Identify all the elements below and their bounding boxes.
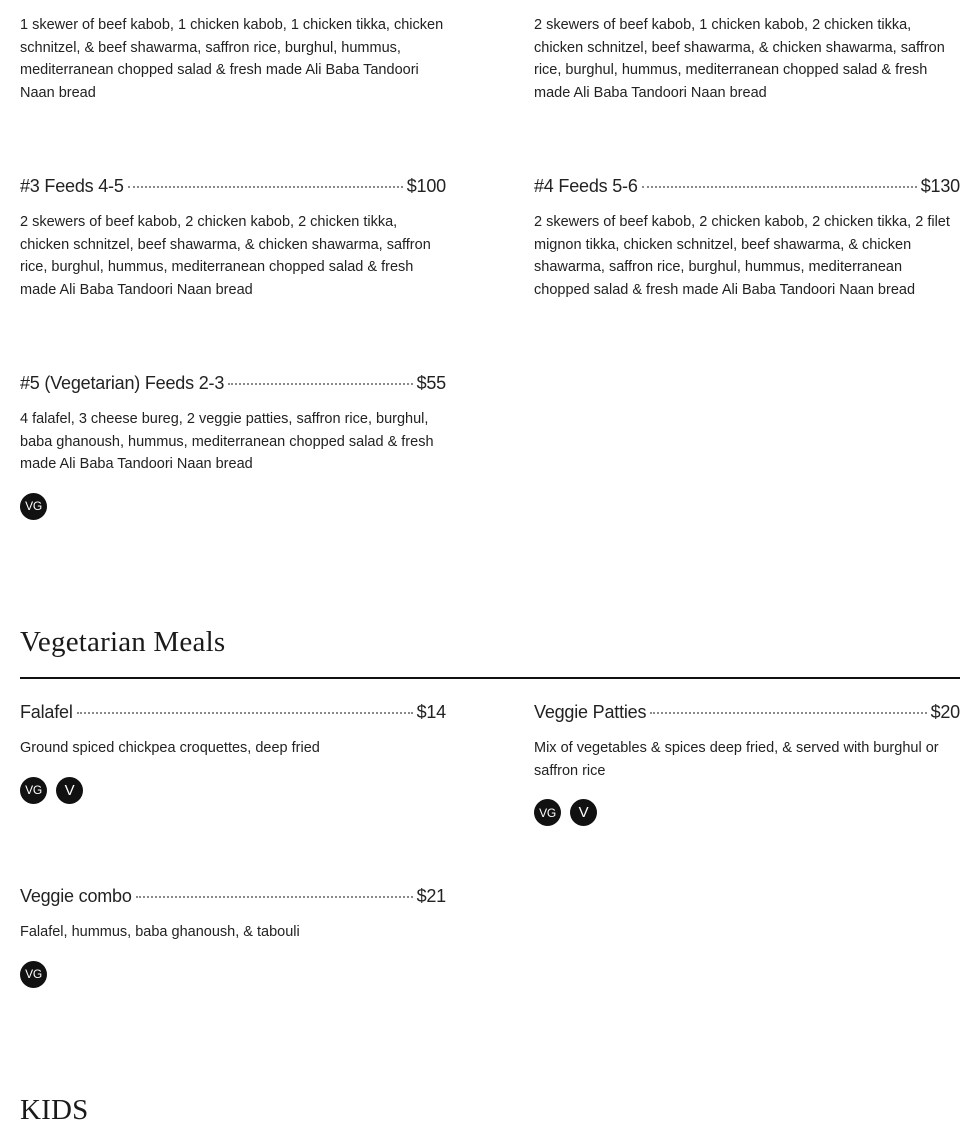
item-header bbox=[534, 175, 960, 197]
item-description: 4 falafel, 3 cheese bureg, 2 veggie patties, saffron rice, burghul, baba ghanoush, hummus, mediterranean chopped salad & fresh made Ali Baba Tandoori Naan bread bbox=[20, 411, 434, 472]
item-description: 2 skewers of beef kabob, 2 chicken kabob, 2 chicken tikka, 2 filet mignon tikka, chicken schnitzel, beef shawarma, & chicken shawarma, saffron rice, burghul, hummus, mediterranean chopped salad & fresh made Ali Baba Tandoori Naan bread bbox=[534, 214, 950, 298]
menu-item bbox=[534, 14, 960, 104]
menu-item bbox=[20, 175, 446, 301]
item-header bbox=[20, 175, 446, 197]
item-price: $20 bbox=[930, 702, 960, 722]
item-header bbox=[20, 885, 446, 907]
item-name: #3 Feeds 4-5 bbox=[20, 176, 124, 196]
item-price: $130 bbox=[920, 176, 960, 196]
vegan-badge-icon: VG bbox=[20, 961, 47, 988]
menu-item bbox=[534, 701, 960, 826]
item-description: Mix of vegetables & spices deep fried, & served with burghul or saffron rice bbox=[534, 740, 939, 779]
item-header bbox=[534, 701, 960, 723]
item-description: 2 skewers of beef kabob, 2 chicken kabob, 2 chicken tikka, chicken schnitzel, beef shawarma, & chicken shawarma, saffron rice, burghul, hummus, mediterranean chopped salad & fresh made Ali Baba Tandoori Naan bread bbox=[20, 214, 431, 298]
vegan-badge-icon: VG bbox=[534, 799, 561, 826]
section-title: Vegetarian Meals bbox=[20, 626, 226, 658]
item-price: $14 bbox=[416, 702, 446, 722]
dot-leader bbox=[128, 186, 403, 188]
item-description: 2 skewers of beef kabob, 1 chicken kabob, 2 chicken tikka, chicken schnitzel, beef shawarma, & chicken shawarma, saffron rice, burghul, hummus, mediterranean chopped salad & fresh made Ali Baba Tandoori Naan bread bbox=[534, 17, 945, 101]
vegetarian-badge-icon: V bbox=[570, 799, 597, 826]
dot-leader bbox=[642, 186, 917, 188]
vegan-badge-icon: VG bbox=[20, 777, 47, 804]
item-name: Veggie combo bbox=[20, 886, 132, 906]
diet-badges bbox=[534, 799, 960, 826]
item-name: #4 Feeds 5-6 bbox=[534, 176, 638, 196]
item-price: $100 bbox=[406, 176, 446, 196]
item-name: #5 (Vegetarian) Feeds 2-3 bbox=[20, 373, 225, 393]
item-description: Ground spiced chickpea croquettes, deep fried bbox=[20, 740, 320, 756]
item-price: $55 bbox=[416, 373, 446, 393]
diet-badges bbox=[20, 777, 446, 804]
menu-item bbox=[20, 14, 446, 104]
item-header bbox=[20, 372, 446, 394]
item-name: Veggie Patties bbox=[534, 702, 647, 722]
dot-leader bbox=[650, 712, 926, 714]
item-name: Falafel bbox=[20, 702, 73, 722]
diet-badges bbox=[20, 961, 446, 988]
section-title: KIDS bbox=[20, 1094, 89, 1126]
dot-leader bbox=[136, 896, 413, 898]
menu-item bbox=[20, 701, 446, 804]
item-description: 1 skewer of beef kabob, 1 chicken kabob, 1 chicken tikka, chicken schnitzel, & beef shawarma, saffron rice, burghul, hummus, mediterranean chopped salad & fresh made Ali Baba Tandoori Naan bread bbox=[20, 17, 444, 101]
item-description: Falafel, hummus, baba ghanoush, & tabouli bbox=[20, 924, 300, 940]
menu-item bbox=[20, 372, 446, 520]
vegetarian-badge-icon: V bbox=[56, 777, 83, 804]
section-divider bbox=[20, 677, 960, 679]
dot-leader bbox=[77, 712, 413, 714]
item-price: $21 bbox=[416, 886, 446, 906]
diet-badges bbox=[20, 493, 446, 520]
dot-leader bbox=[228, 383, 412, 385]
item-header bbox=[20, 701, 446, 723]
menu-item bbox=[20, 885, 446, 988]
vegan-badge-icon: VG bbox=[20, 493, 47, 520]
menu-item bbox=[534, 175, 960, 301]
